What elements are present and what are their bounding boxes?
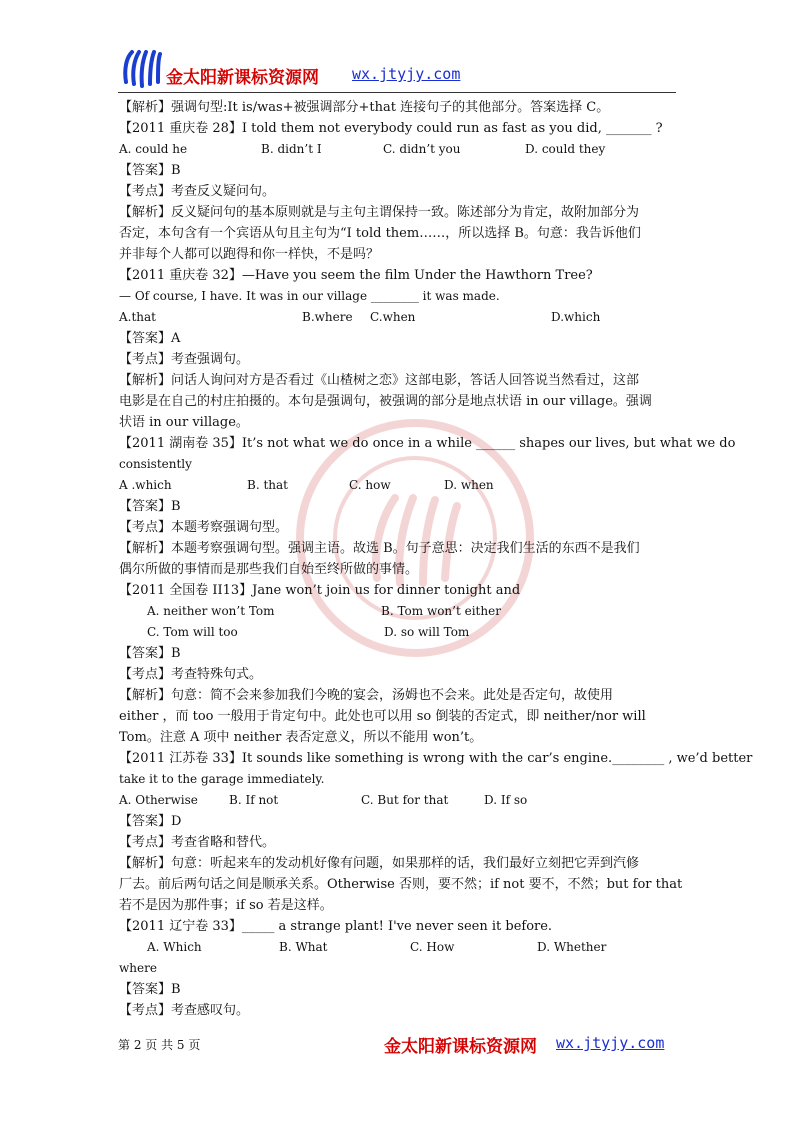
text-line: 【考点】考查省略和替代。 bbox=[119, 835, 276, 850]
q4-options-row1 bbox=[119, 601, 675, 622]
text-line: 【解析】反义疑问句的基本原则就是与主句主谓保持一致。陈述部分为肯定，故附加部分为 bbox=[119, 205, 640, 220]
text-line: 电影是在自己的村庄拍摄的。本句是强调句，被强调的部分是地点状语 in our village。强调 bbox=[119, 394, 652, 409]
text-line: — Of course, I have. It was in our village ________ it was made. bbox=[119, 289, 500, 303]
q1-options bbox=[119, 139, 675, 160]
option-c: C. didn’t you bbox=[383, 142, 461, 156]
text-line: 【考点】考查反义疑问句。 bbox=[119, 184, 276, 199]
text-line: 【答案】A bbox=[119, 331, 181, 346]
text-line: 状语 in our village。 bbox=[119, 415, 249, 430]
text-line: 偶尔所做的事情而是那些我们自始至终所做的事情。 bbox=[119, 562, 419, 577]
q6-options bbox=[119, 937, 675, 958]
text-line: 【答案】B bbox=[119, 163, 181, 178]
option-b: B. What bbox=[279, 940, 328, 954]
q2-options bbox=[119, 307, 675, 328]
option-d: D. when bbox=[444, 478, 494, 492]
text-line: consistently bbox=[119, 457, 192, 471]
brand-name: 金太阳新课标资源网 bbox=[166, 68, 319, 88]
text-line: 【2011 重庆卷 32】—Have you seem the film Under the Hawthorn Tree? bbox=[119, 268, 593, 283]
text-line: Tom。注意 A 项中 neither 表否定意义，所以不能用 won’t。 bbox=[119, 730, 483, 745]
text-line: 厂去。前后两句话之间是顺承关系。Otherwise 否则，要不然；if not 要不，不然；but for that bbox=[119, 877, 683, 892]
option-c: C.when bbox=[370, 310, 416, 324]
text-line: 【解析】句意：听起来车的发动机好像有问题，如果那样的话，我们最好立刻把它弄到汽修 bbox=[119, 856, 640, 871]
text-line: either ，而 too 一般用于肯定句中。此处也可以用 so 倒装的否定式，即 neither/nor will bbox=[119, 709, 646, 724]
option-c: C. But for that bbox=[361, 793, 449, 807]
text-line: take it to the garage immediately. bbox=[119, 772, 325, 786]
text-line: 【考点】本题考察强调句型。 bbox=[119, 520, 289, 535]
text-line: 若不是因为那件事；if so 若是这样。 bbox=[119, 898, 333, 913]
page-number: 第 2 页 共 5 页 bbox=[118, 1038, 201, 1052]
option-c: C. how bbox=[349, 478, 391, 492]
option-d: D. could they bbox=[525, 142, 606, 156]
option-b: B.where bbox=[302, 310, 353, 324]
page-header bbox=[118, 44, 676, 93]
text-line: 【解析】问话人询问对方是否看过《山楂树之恋》这部电影，答话人回答说当然看过，这部 bbox=[119, 373, 640, 388]
option-b: B. that bbox=[247, 478, 288, 492]
text-line: 【考点】考查特殊句式。 bbox=[119, 667, 263, 682]
text-line: 【考点】考查感叹句。 bbox=[119, 1003, 250, 1018]
text-line: 否定，本句含有一个宾语从句且主句为“I told them……，所以选择 B。句意：我告诉他们 bbox=[119, 226, 641, 241]
footer-brand: 金太阳新课标资源网 bbox=[384, 1037, 537, 1057]
text-line: 【2011 重庆卷 28】I told them not everybody could run as fast as you did, _______ ? bbox=[119, 121, 663, 136]
option-a: A. Otherwise bbox=[119, 793, 198, 807]
footer-site-link[interactable]: wx.jtyjy.com bbox=[556, 1034, 665, 1052]
text-line: 【答案】B bbox=[119, 499, 181, 514]
text-line: 【解析】强调句型:It is/was+被强调部分+that 连接句子的其他部分。答案选择 C。 bbox=[119, 100, 610, 115]
option-b: B. Tom won’t either bbox=[381, 604, 501, 618]
text-line: 【考点】考查强调句。 bbox=[119, 352, 250, 367]
text-line: 【2011 辽宁卷 33】_____ a strange plant! I've never seen it before. bbox=[119, 919, 553, 934]
option-d: D. If so bbox=[484, 793, 528, 807]
text-line: 【2011 全国卷 II13】Jane won’t join us for dinner tonight and bbox=[119, 583, 521, 598]
option-d: D. so will Tom bbox=[384, 625, 470, 639]
option-a: A. could he bbox=[119, 142, 188, 156]
option-c: C. How bbox=[410, 940, 455, 954]
option-a: A .which bbox=[119, 478, 172, 492]
text-line: where bbox=[119, 961, 157, 975]
option-d: D.which bbox=[551, 310, 601, 324]
q5-options bbox=[119, 790, 675, 811]
option-a: A. Which bbox=[147, 940, 202, 954]
text-line: 【答案】B bbox=[119, 646, 181, 661]
q4-options-row2 bbox=[119, 622, 675, 643]
text-line: 【答案】B bbox=[119, 982, 181, 997]
option-a: A. neither won’t Tom bbox=[147, 604, 275, 618]
site-link[interactable]: wx.jtyjy.com bbox=[352, 65, 461, 83]
text-line: 【解析】本题考察强调句型。强调主语。故选 B。句子意思：决定我们生活的东西不是我们 bbox=[119, 541, 640, 556]
q3-options bbox=[119, 475, 675, 496]
logo-icon bbox=[120, 46, 164, 90]
option-d: D. Whether bbox=[537, 940, 607, 954]
option-a: A.that bbox=[119, 310, 157, 324]
document-body bbox=[119, 97, 753, 1021]
text-line: 【解析】句意：简不会来参加我们今晚的宴会，汤姆也不会来。此处是否定句，故使用 bbox=[119, 688, 614, 703]
option-b: B. If not bbox=[229, 793, 279, 807]
option-b: B. didn’t I bbox=[261, 142, 322, 156]
text-line: 【2011 江苏卷 33】It sounds like something is wrong with the car’s engine.________ , we’d better bbox=[119, 751, 753, 766]
text-line: 【2011 湖南卷 35】It’s not what we do once in a while ______ shapes our lives, but what we do bbox=[119, 436, 736, 451]
text-line: 【答案】D bbox=[119, 814, 182, 829]
text-line: 并非每个人都可以跑得和你一样快，不是吗？ bbox=[119, 247, 380, 262]
option-c: C. Tom will too bbox=[147, 625, 238, 639]
